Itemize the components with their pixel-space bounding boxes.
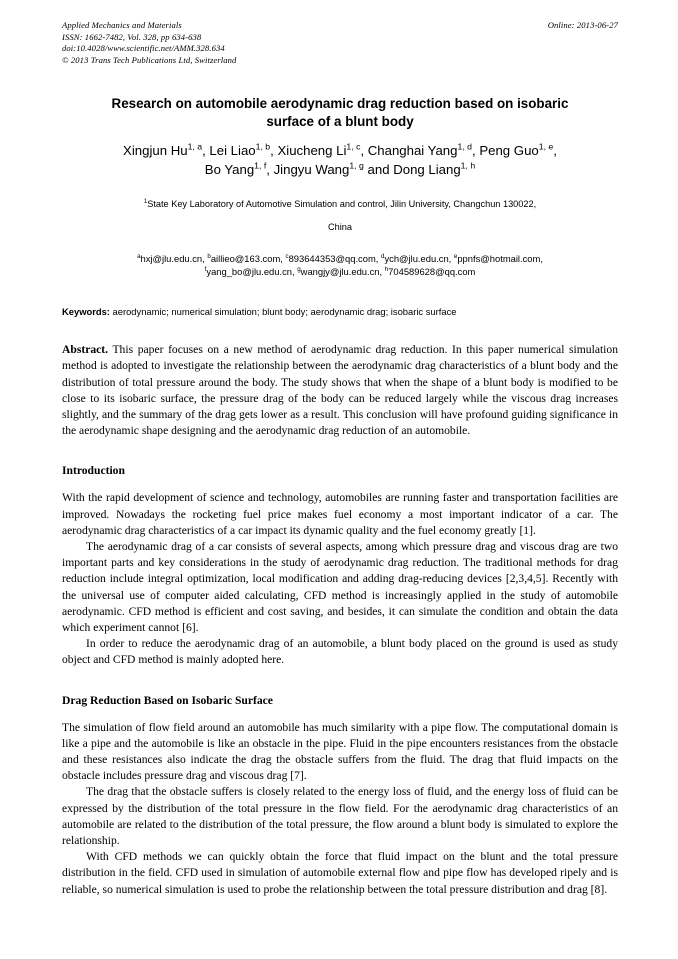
section-paragraph: The drag that the obstacle suffers is closely related to the energy loss of fluid, and the energy loss of fluid can be expressed by the distribution of the total pressure in the flow field. For the aerodynamic drag characteristics of an automobile are related to the distribution of the total pressure, the flow around a blunt body is simulated to explore the relationship.	[62, 785, 618, 848]
abstract-label: Abstract.	[62, 343, 109, 357]
masthead-issn: ISSN: 1662-7482, Vol. 328, pp 634-638	[62, 31, 202, 42]
author-line-1: Xingjun Hu$^{1, a}$, Lei Liao$^{1, b}$, Xiucheng Li$^{1, c}$, Changhai Yang$^{1, d}$, Peng Guo$^{1, e}$,	[123, 141, 557, 158]
email-line-1: $^a$hxj@jlu.edu.cn, $^b$aillieo@163.com, $^c$893644353@qq.com, $^d$ych@jlu.edu.cn, $^e$ppnfs@hotmail.com,	[137, 252, 543, 264]
page-content	[62, 20, 618, 898]
section-paragraph: The aerodynamic drag of a car consists of several aspects, among which pressure drag and viscous drag are two important parts and key considerations in the study of aerodynamic drag reduction. The traditional methods for drag reduction include integral optimization, local modification and adding drag-reducing devices [2,3,4,5]. Recently with the universal use of computer aided calculating, CFD method is increasingly applied in the study of automobile aerodynamic. CFD method is efficient and cost saving, and besides, it can simulate the condition and obtain the data which experiment cannot [6].	[62, 540, 618, 635]
section-paragraph: In order to reduce the aerodynamic drag of an automobile, a blunt body placed on the ground is used as study object and CFD method is mainly adopted here.	[62, 637, 618, 667]
keywords-block	[62, 305, 618, 318]
section-paragraph: With the rapid development of science and technology, automobiles are running faster and transportation facilities are improved. Nowadays the rocketing fuel price makes fuel economy a most important indicator of a car. The aerodynamic drag characteristics of a car impact its dynamic quality and the fuel economy greatly [1].	[62, 491, 618, 537]
section-paragraph: With CFD methods we can quickly obtain the force that fluid impact on the blunt and the total pressure distribution in the field. CFD used in simulation of automobile external flow and pipe flow has developed ripely and is reliable, so numerical simulation is used to probe the relationship between the total pressure distribution and drag [8].	[62, 850, 618, 896]
email-line-2: $^f$yang_bo@jlu.edu.cn, $^g$wangjy@jlu.edu.cn, $^h$704589628@qq.com	[204, 265, 476, 277]
masthead-online-date: Online: 2013-06-27	[547, 20, 618, 30]
author-emails	[62, 253, 618, 278]
masthead-doi: doi:10.4028/www.scientific.net/AMM.328.634	[62, 43, 225, 53]
section-paragraph: The simulation of flow field around an automobile has much similarity with a pipe flow. The computational domain is like a pipe and the automobile is like an obstacle in the pipe. Fluid in the pipe encounters resistances from the obstacle and these resistances also indicate the drag the obstacle suffers from the fluid. The drag that fluid impacts on the obstacle includes pressure drag and viscous drag [7].	[62, 720, 618, 783]
page-title: Research on automobile aerodynamic drag reduction based on isobaric surface of a blunt body	[111, 96, 569, 129]
author-line-2: Bo Yang$^{1, f}$, Jingyu Wang$^{1, g}$ and Dong Liang$^{1, h}$	[204, 160, 476, 177]
masthead-copyright: © 2013 Trans Tech Publications Ltd, Switzerland	[62, 54, 237, 65]
affiliation-line-2: China	[327, 222, 352, 232]
affiliation-line-1: $^1$State Key Laboratory of Automotive Simulation and control, Jilin University, Changchun 130022,	[143, 198, 537, 209]
body-sections	[62, 463, 618, 897]
masthead-journal-name: Applied Mechanics and Materials	[62, 20, 182, 30]
author-list	[62, 141, 618, 179]
section-heading: Drag Reduction Based on Isobaric Surface	[62, 693, 273, 707]
keywords-label: Keywords:	[62, 306, 110, 318]
section-heading: Introduction	[62, 464, 125, 478]
abstract-block	[62, 342, 618, 439]
abstract-text: This paper focuses on a new method of aerodynamic drag reduction. In this paper numerical simulation method is adopted to investigate the relationship between the aerodynamic drag characteristics of a blunt body and the distribution of total pressure around the body. The study shows that when the shape of a blunt body is modified to be close to its isobaric surface, the pressure drag of the body can be reduced largely while the viscous drag increases slightly, and the summary of the drag gets lower as a result. This conclusion will have profound guiding significance in the aerodynamic shape designing and the aerodynamic drag reduction of an automobile.	[62, 343, 618, 438]
affiliation	[62, 193, 618, 239]
journal-masthead	[62, 20, 618, 66]
keywords-value: aerodynamic; numerical simulation; blunt body; aerodynamic drag; isobaric surface	[112, 306, 457, 318]
